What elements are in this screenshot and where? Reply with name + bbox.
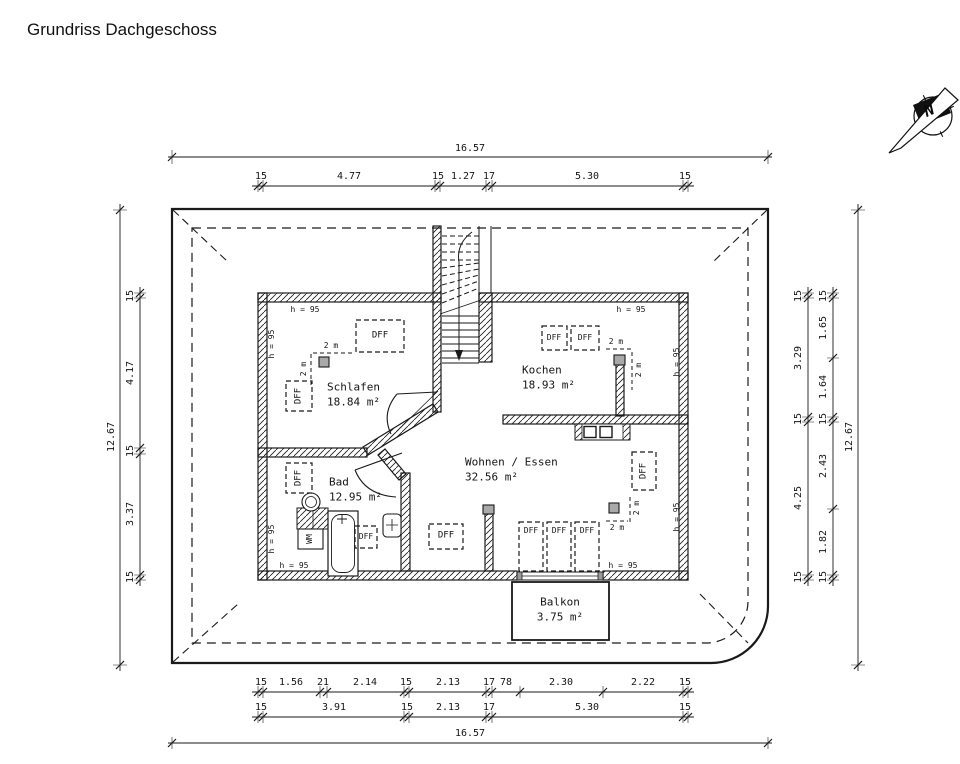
dim-label: 15: [678, 677, 692, 688]
kneewall-height-label: h = 95: [267, 524, 276, 554]
dim-label: 15: [793, 289, 804, 303]
wc-fixture: [302, 493, 320, 511]
height-2m-label: 2 m: [609, 523, 625, 532]
room-label-balkon: Balkon: [540, 595, 580, 609]
room-area-schlafen: 18.84 m²: [327, 395, 380, 409]
dim-label: 78: [499, 677, 513, 688]
dim-label: 12.67: [106, 421, 117, 453]
dff-label: DFF: [551, 526, 567, 535]
dim-label: 15: [818, 289, 829, 303]
dff-label: DFF: [293, 469, 304, 487]
dff-label: DFF: [638, 462, 649, 480]
kneewall-height-label: h = 95: [672, 347, 681, 377]
dim-label: 2.13: [435, 677, 461, 688]
dim-label: 15: [125, 570, 136, 584]
washing-machine-label: WM: [305, 534, 314, 544]
room-label-wohnen: Wohnen / Essen: [465, 455, 558, 469]
dim-label: 5.30: [574, 702, 600, 713]
dim-label: 4.77: [336, 171, 362, 182]
dim-label: 15: [125, 444, 136, 458]
dim-label: 15: [678, 702, 692, 713]
height-2m-label: 2 m: [634, 362, 643, 378]
bathtub: [328, 511, 358, 576]
dim-label: 15: [818, 570, 829, 584]
north-letter: N: [920, 99, 938, 121]
height-2m-label: 2 m: [299, 361, 308, 377]
dim-label: 15: [431, 171, 445, 182]
dff-label: DFF: [358, 532, 374, 541]
dim-label: 3.29: [793, 345, 804, 371]
dim-label: 4.25: [793, 485, 804, 511]
dff-label: DFF: [577, 333, 593, 342]
north-arrow-icon: [889, 88, 958, 153]
dff-label: DFF: [523, 526, 539, 535]
room-label-kochen: Kochen: [522, 363, 562, 377]
dim-label: 15: [254, 702, 268, 713]
dim-label: 15: [254, 677, 268, 688]
dim-label: 3.91: [321, 702, 347, 713]
dim-label: 15: [399, 677, 413, 688]
dim-label: 1.65: [818, 315, 829, 341]
dim-label: 4.17: [125, 360, 136, 386]
dimension-ticks: [116, 153, 862, 747]
dim-label: 16.57: [454, 143, 486, 154]
kitchen-counter: [575, 424, 630, 440]
dim-label: 15: [400, 702, 414, 713]
dim-label: 15: [254, 171, 268, 182]
room-area-kochen: 18.93 m²: [522, 378, 575, 392]
dim-label: 12.67: [844, 421, 855, 453]
kneewall-height-label: h = 95: [672, 502, 681, 532]
dim-label: 15: [125, 289, 136, 303]
dim-label: 1.64: [818, 374, 829, 400]
dim-label: 1.82: [818, 529, 829, 555]
room-area-wohnen: 32.56 m²: [465, 470, 518, 484]
dim-label: 15: [678, 171, 692, 182]
dim-label: 1.56: [278, 677, 304, 688]
dim-label: 17: [482, 702, 496, 713]
dim-label: 16.57: [454, 728, 486, 739]
dim-label: 2.13: [435, 702, 461, 713]
dff-label: DFF: [579, 526, 595, 535]
kneewall-height-label: h = 95: [290, 305, 320, 314]
room-label-schlafen: Schlafen: [327, 380, 380, 394]
room-area-balkon: 3.75 m²: [536, 610, 584, 624]
kneewall-height-label: h = 95: [616, 305, 646, 314]
dff-label: DFF: [293, 387, 304, 405]
height-2m-label: 2 m: [323, 341, 339, 350]
room-label-bad: Bad: [329, 475, 349, 489]
dim-label: 2.14: [352, 677, 378, 688]
dff-label: DFF: [546, 333, 562, 342]
page-title: Grundriss Dachgeschoss: [27, 20, 217, 39]
height-2m-label: 2 m: [608, 337, 624, 346]
dim-label: 15: [818, 412, 829, 426]
dim-label: 2.22: [630, 677, 656, 688]
dff-label: DFF: [437, 530, 455, 541]
dim-label: 15: [793, 570, 804, 584]
height-2m-label: 2 m: [632, 500, 641, 516]
dim-label: 5.30: [574, 171, 600, 182]
dim-label: 3.37: [125, 501, 136, 527]
dim-label: 17: [482, 677, 496, 688]
kneewall-height-label: h = 95: [279, 561, 309, 570]
dimension-lines: [120, 157, 858, 743]
dim-label: 21: [316, 677, 330, 688]
dim-label: 17: [482, 171, 496, 182]
kneewall-height-label: h = 95: [267, 329, 276, 359]
room-area-bad: 12.95 m²: [329, 490, 382, 504]
dim-label: 2.43: [818, 453, 829, 479]
dim-label: 2.30: [548, 677, 574, 688]
dim-label: 1.27: [450, 171, 476, 182]
dim-label: 15: [793, 412, 804, 426]
kneewall-height-label: h = 95: [608, 561, 638, 570]
dff-label: DFF: [371, 330, 389, 341]
dimension-tick-stubs: [113, 150, 865, 749]
